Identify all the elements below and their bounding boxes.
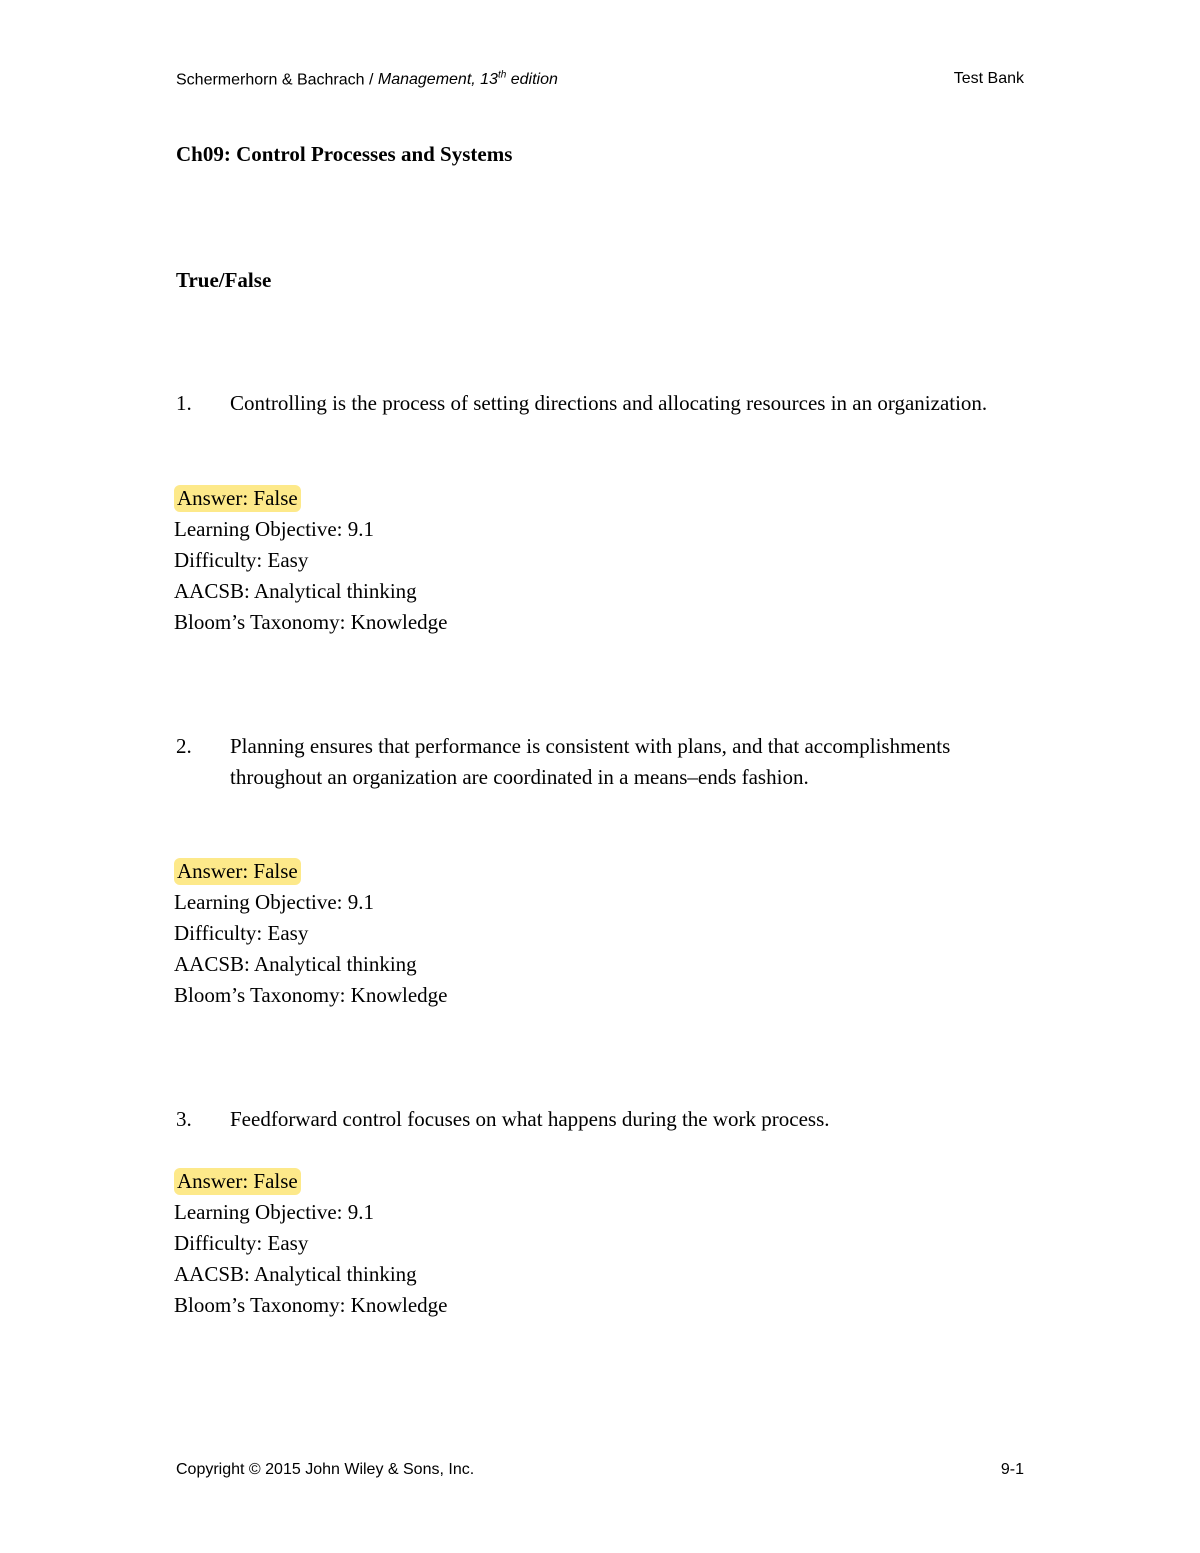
header-citation [176, 70, 558, 89]
answer-highlight: Answer: False [174, 1168, 301, 1195]
question-3 [176, 1104, 996, 1135]
learning-objective: Learning Objective: 9.1 [174, 890, 375, 914]
copyright: Copyright © 2015 John Wiley & Sons, Inc. [176, 1461, 475, 1478]
question-2 [176, 731, 996, 793]
difficulty: Difficulty: Easy [174, 1231, 309, 1255]
blooms-taxonomy: Bloom’s Taxonomy: Knowledge [174, 983, 448, 1007]
answer-highlight: Answer: False [174, 858, 301, 885]
page-number: 9-1 [1000, 1461, 1024, 1478]
question-3-meta [174, 1166, 447, 1321]
header-authors: Schermerhorn & Bachrach / [176, 71, 378, 89]
answer-highlight: Answer: False [174, 485, 301, 512]
question-number: 2. [176, 734, 192, 758]
header-test-bank: Test Bank [953, 70, 1024, 87]
header-book-title-text: Management, 13 [377, 71, 498, 89]
question-number: 1. [176, 391, 192, 415]
question-text: Planning ensures that performance is consistent with plans, and that accomplishments throughout an organization are coordinated in a means–ends fashion. [230, 734, 951, 789]
aacsb: AACSB: Analytical thinking [174, 579, 417, 603]
blooms-taxonomy: Bloom’s Taxonomy: Knowledge [174, 1293, 448, 1317]
blooms-taxonomy: Bloom’s Taxonomy: Knowledge [174, 610, 448, 634]
aacsb: AACSB: Analytical thinking [174, 1262, 417, 1286]
question-text: Feedforward control focuses on what happens during the work process. [230, 1107, 830, 1131]
chapter-title: Ch09: Control Processes and Systems [176, 142, 513, 166]
difficulty: Difficulty: Easy [174, 921, 309, 945]
question-1-meta [174, 483, 447, 638]
header-edition-word: edition [506, 71, 558, 89]
learning-objective: Learning Objective: 9.1 [174, 1200, 375, 1224]
question-2-meta [174, 856, 447, 1011]
difficulty: Difficulty: Easy [174, 548, 309, 572]
aacsb: AACSB: Analytical thinking [174, 952, 417, 976]
question-text: Controlling is the process of setting directions and allocating resources in an organization. [230, 391, 988, 415]
header-book-title [378, 71, 558, 88]
question-1 [176, 388, 996, 419]
learning-objective: Learning Objective: 9.1 [174, 517, 375, 541]
question-number: 3. [176, 1107, 192, 1131]
section-title: True/False [176, 268, 272, 292]
header-edition-sup: th [497, 70, 507, 81]
